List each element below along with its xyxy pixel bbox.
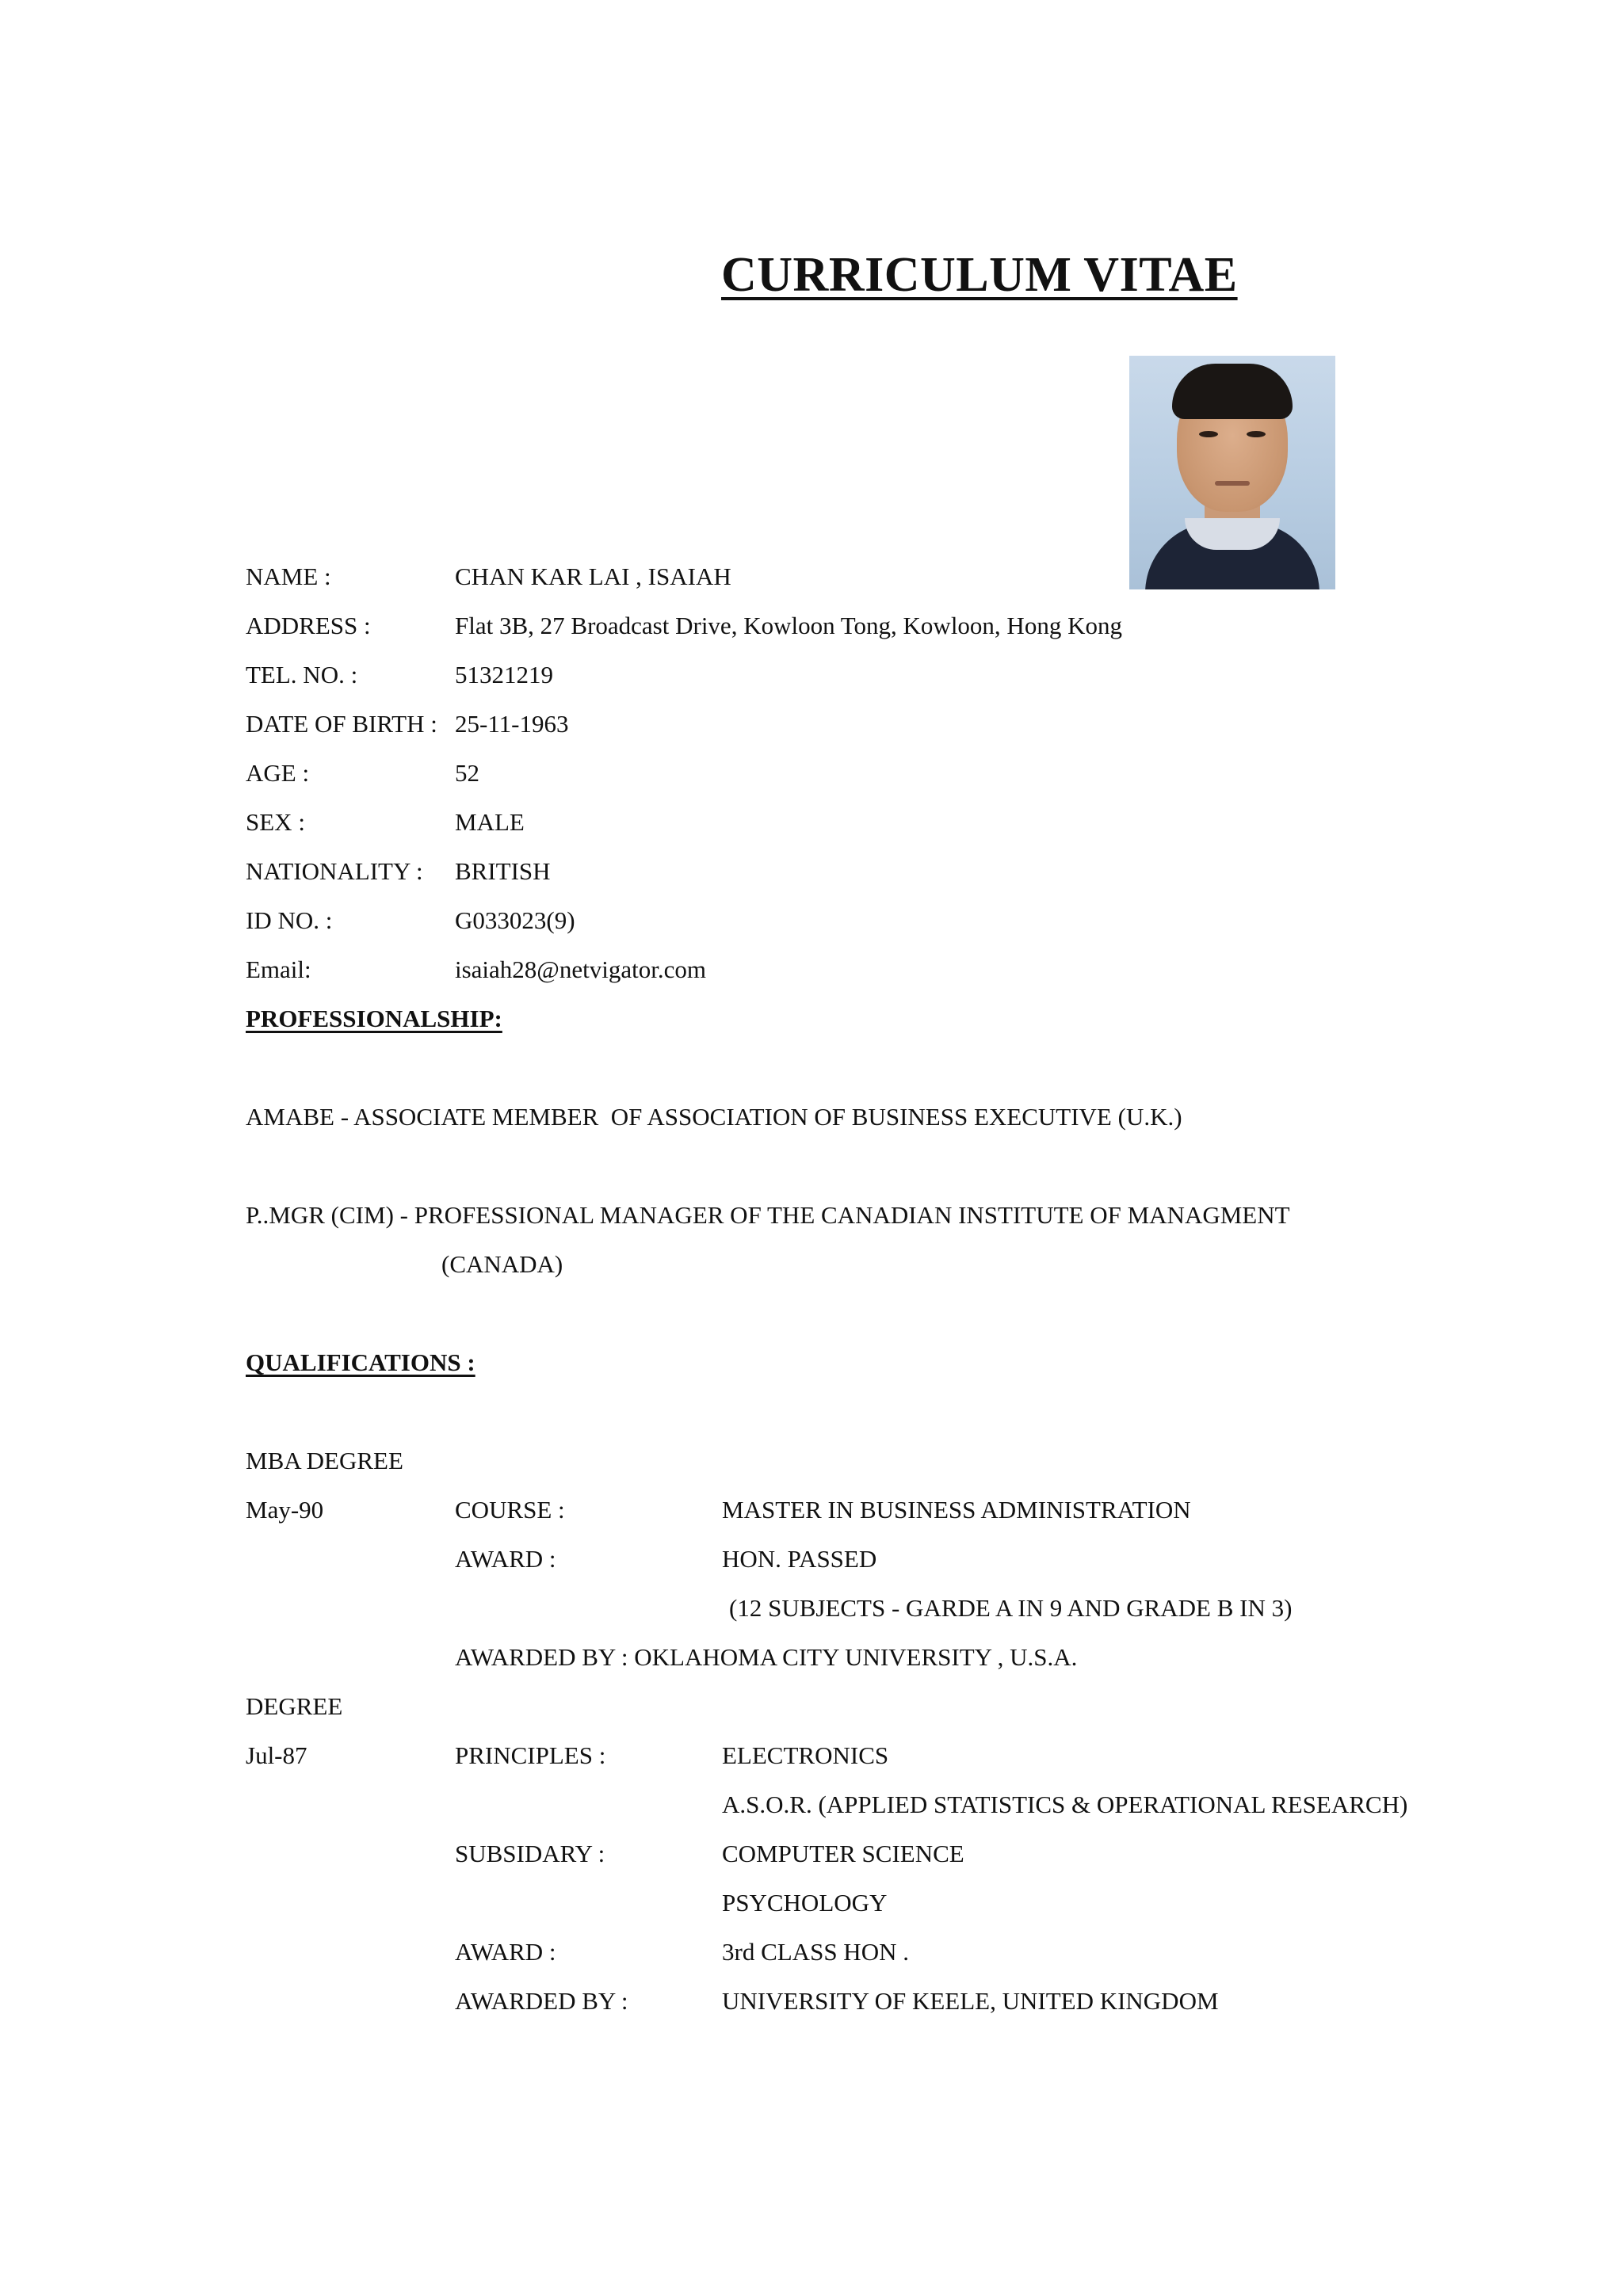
field-label: AWARD :	[455, 1545, 556, 1573]
field-value: COMPUTER SCIENCE	[722, 1840, 964, 1867]
field-value: 25-11-1963	[455, 710, 569, 738]
field-label: TEL. NO. :	[246, 661, 358, 688]
field-value: AWARDED BY : OKLAHOMA CITY UNIVERSITY , U.S.A.	[455, 1643, 1078, 1671]
field-value: (12 SUBJECTS - GARDE A IN 9 AND GRADE B IN 3)	[729, 1594, 1293, 1622]
field-value: A.S.O.R. (APPLIED STATISTICS & OPERATIONAL RESEARCH)	[722, 1791, 1408, 1818]
page-title: CURRICULUM VITAE	[721, 248, 1238, 302]
field-value: CHAN KAR LAI , ISAIAH	[455, 563, 731, 590]
field-label: NAME :	[246, 563, 331, 590]
qualification-date: May-90	[246, 1496, 324, 1524]
qualification-date: Jul-87	[246, 1741, 307, 1769]
field-label: COURSE :	[455, 1496, 565, 1524]
field-value: BRITISH	[455, 857, 551, 885]
field-label: ID NO. :	[246, 906, 333, 934]
field-label: ADDRESS :	[246, 612, 371, 639]
field-label: AWARD :	[455, 1938, 556, 1966]
field-label: AGE :	[246, 759, 310, 787]
field-value: ELECTRONICS	[722, 1741, 889, 1769]
field-label: SEX :	[246, 808, 305, 836]
field-label: PRINCIPLES :	[455, 1741, 606, 1769]
field-value: MALE	[455, 808, 525, 836]
field-value: G033023(9)	[455, 906, 575, 934]
professional-membership: AMABE - ASSOCIATE MEMBER OF ASSOCIATION OF BUSINESS EXECUTIVE (U.K.)	[246, 1103, 1182, 1131]
field-label: SUBSIDARY :	[455, 1840, 605, 1867]
email-link[interactable]: isaiah28@netvigator.com	[455, 955, 706, 983]
field-value: 52	[455, 759, 479, 787]
field-value: HON. PASSED	[722, 1545, 877, 1573]
field-value: UNIVERSITY OF KEELE, UNITED KINGDOM	[722, 1987, 1219, 2015]
field-value: PSYCHOLOGY	[722, 1889, 888, 1917]
professional-membership: P..MGR (CIM) - PROFESSIONAL MANAGER OF THE CANADIAN INSTITUTE OF MANAGMENT	[246, 1201, 1290, 1229]
qualification-title: DEGREE	[246, 1692, 343, 1720]
field-value: Flat 3B, 27 Broadcast Drive, Kowloon Tong, Kowloon, Hong Kong	[455, 612, 1122, 639]
field-value: 3rd CLASS HON .	[722, 1938, 909, 1966]
field-value: 51321219	[455, 661, 553, 688]
field-label: Email:	[246, 955, 311, 983]
qualification-title: MBA DEGREE	[246, 1447, 403, 1474]
professional-membership-continued: (CANADA)	[441, 1250, 563, 1278]
section-heading-qualifications: QUALIFICATIONS :	[246, 1348, 475, 1376]
portrait-photo	[1129, 356, 1335, 589]
section-heading-professionalship: PROFESSIONALSHIP:	[246, 1005, 502, 1032]
field-label: NATIONALITY :	[246, 857, 423, 885]
field-label: DATE OF BIRTH :	[246, 710, 437, 738]
field-label: AWARDED BY :	[455, 1987, 628, 2015]
field-value: MASTER IN BUSINESS ADMINISTRATION	[722, 1496, 1191, 1524]
